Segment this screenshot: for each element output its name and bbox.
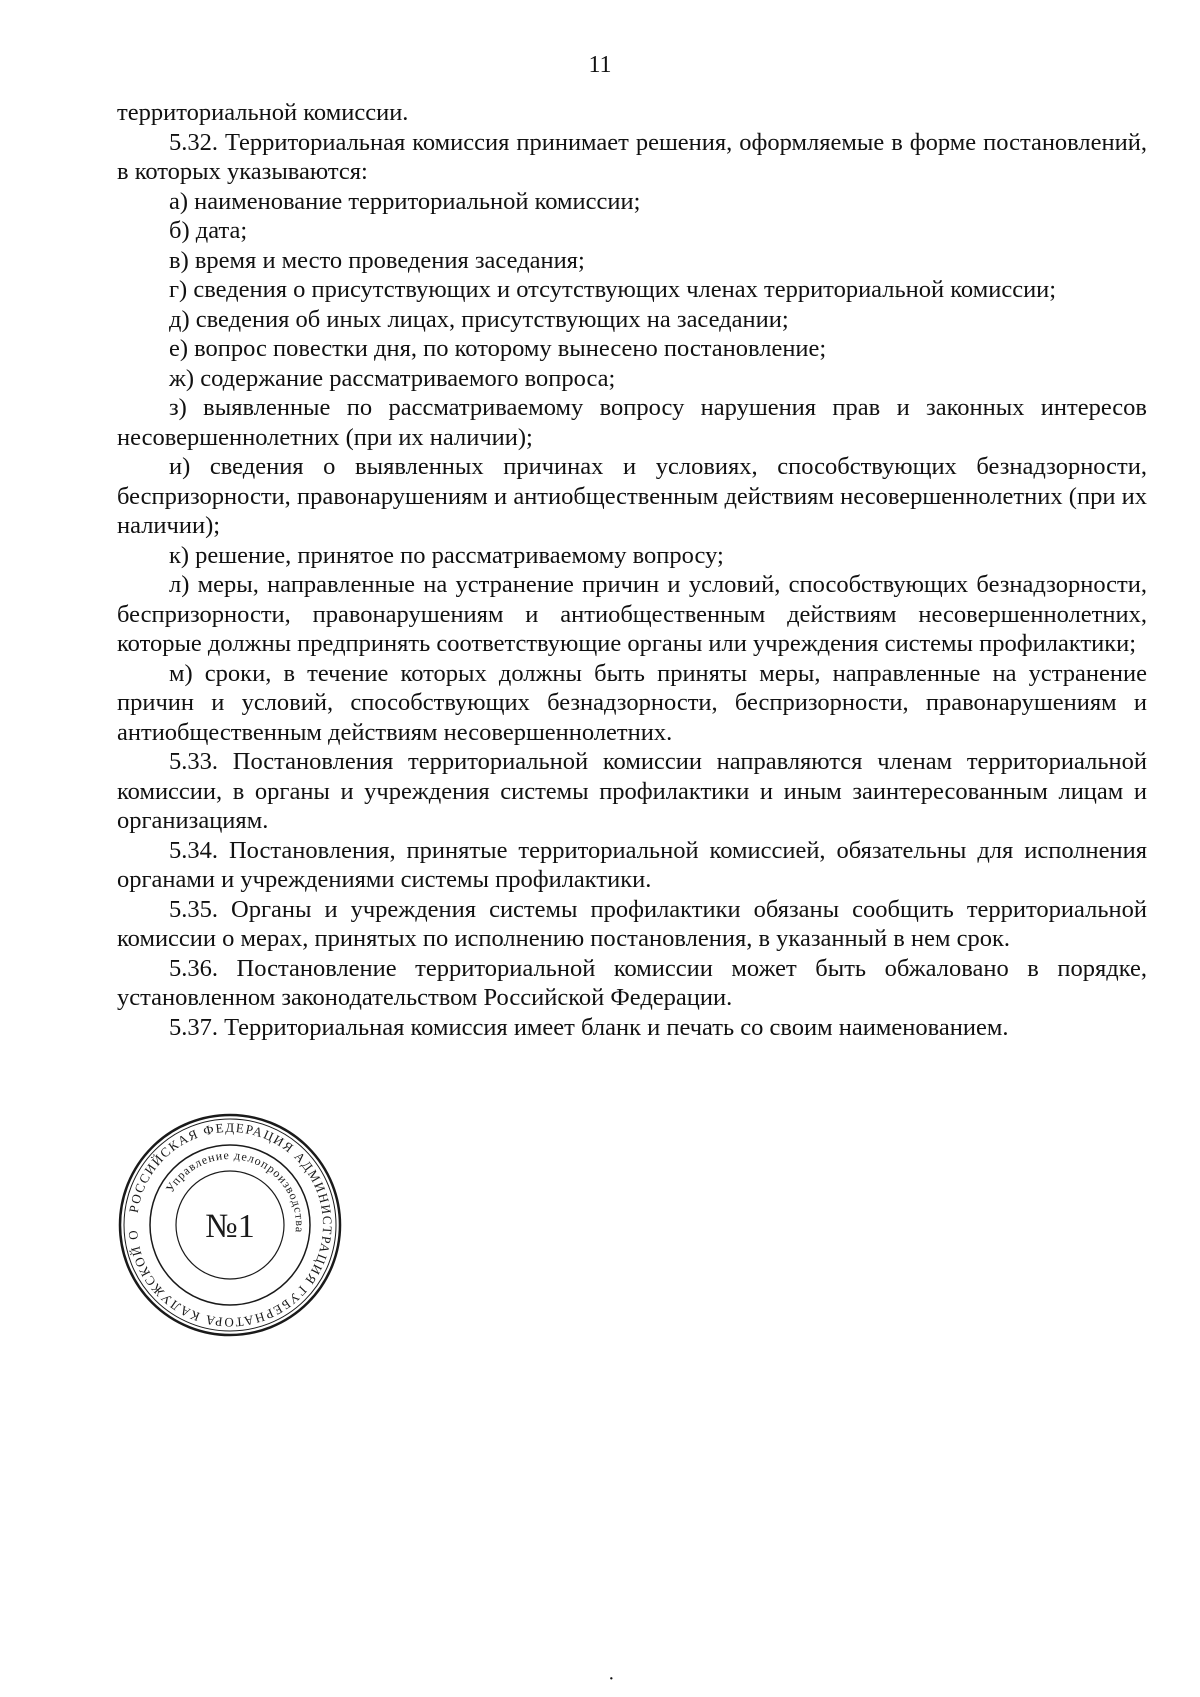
seal-center-text: №1 xyxy=(205,1208,255,1245)
page-mark: · xyxy=(608,1668,615,1690)
list-item: а) наименование территориальной комиссии; xyxy=(169,187,641,215)
official-seal xyxy=(117,1112,343,1338)
paragraph: 5.35. Органы и учреждения системы профилактики обязаны сообщить территориальной комиссии о мерах, принятых по исполнению постановления, в указанный в нем срок. xyxy=(117,895,1147,952)
paragraph: 5.36. Постановление территориальной комиссии может быть обжаловано в порядке, установленном законодательством Российской Федерации. xyxy=(117,954,1147,1011)
paragraph: 5.33. Постановления территориальной комиссии направляются членам территориальной комиссии, в органы и учреждения системы профилактики и иным заинтересованным лицам и организациям. xyxy=(117,748,1147,834)
list-item: ж) содержание рассматриваемого вопроса; xyxy=(169,364,616,392)
seal-outer-text: РОССИЙСКАЯ ФЕДЕРАЦИЯ АДМИНИСТРАЦИЯ ГУБЕРНАТОРА КАЛУЖСКОЙ О xyxy=(124,1119,336,1331)
seal-icon xyxy=(117,1112,343,1338)
paragraph: 5.34. Постановления, принятые территориальной комиссией, обязательны для исполнения органами и учреждениями системы профилактики. xyxy=(117,836,1147,893)
paragraph: территориальной комиссии. xyxy=(117,99,409,126)
page-number: 11 xyxy=(588,52,612,78)
list-item: к) решение, принятое по рассматриваемому вопросу; xyxy=(169,541,724,569)
list-item: г) сведения о присутствующих и отсутствующих членах территориальной комиссии; xyxy=(169,276,1057,303)
list-item: и) сведения о выявленных причинах и условиях, способствующих безнадзорности, беспризорности, правонарушениям и антиобщественным действиям несовершеннолетних (при их наличии); xyxy=(117,453,1147,539)
list-item: л) меры, направленные на устранение причин и условий, способствующих безнадзорности, беспризорности, правонарушениям и антиобщественным действиям несовершеннолетних, которые должны предпринять соответствующие органы или учреждения системы профилактики; xyxy=(117,571,1147,657)
list-item: д) сведения об иных лицах, присутствующих на заседании; xyxy=(169,305,789,333)
list-item: м) сроки, в течение которых должны быть приняты меры, направленные на устранение причин и условий, способствующих безнадзорности, беспризорности, правонарушениям и антиобщественным действиям несовершеннолетних. xyxy=(117,659,1147,746)
document-body xyxy=(117,98,1147,1042)
paragraph: 5.32. Территориальная комиссия принимает решения, оформляемые в форме постановлений, в которых указываются: xyxy=(117,128,1147,185)
list-item: б) дата; xyxy=(169,217,248,244)
seal-inner-text: Управление делопроизводства xyxy=(162,1147,308,1234)
list-item: з) выявленные по рассматриваемому вопросу нарушения прав и законных интересов несовершеннолетних (при их наличии); xyxy=(117,394,1147,451)
list-item: е) вопрос повестки дня, по которому вынесено постановление; xyxy=(169,335,827,362)
paragraph: 5.37. Территориальная комиссия имеет бланк и печать со своим наименованием. xyxy=(169,1013,1009,1041)
list-item: в) время и место проведения заседания; xyxy=(169,246,585,274)
